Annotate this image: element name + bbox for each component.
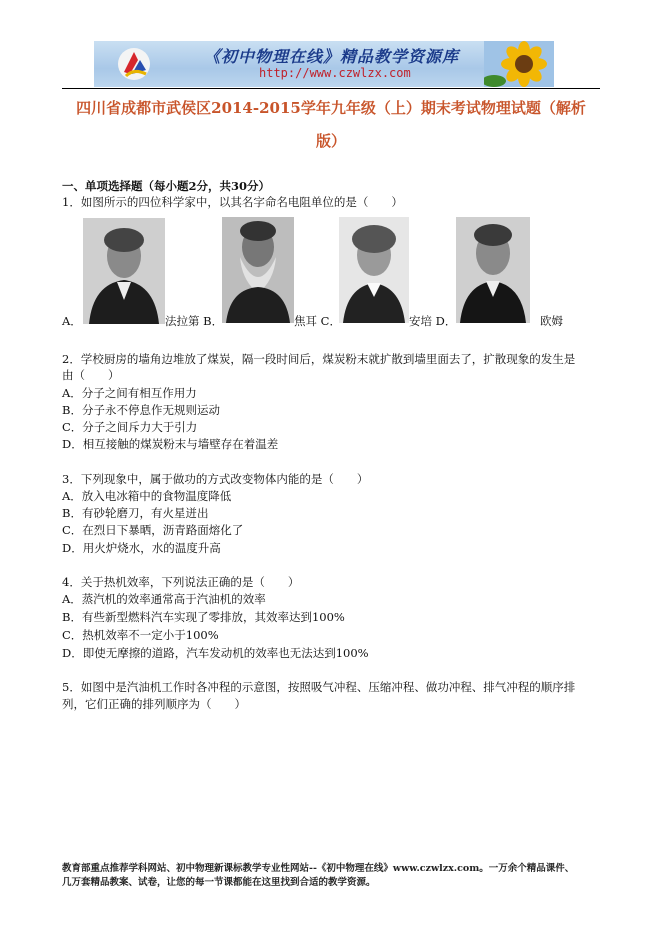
question-4-option-a: A．蒸汽机的效率通常高于汽油机的效率 (62, 592, 266, 606)
footer-line-1: 教育部重点推荐学科网站、初中物理新课标教学专业性网站--《初中物理在线》www.czwlzx.com。一万余个精品课件、 (62, 863, 575, 874)
document-title-line-2: 版） (315, 132, 346, 150)
question-4-option-c: C．热机效率不一定小于100% (62, 628, 219, 642)
question-2-option-d: D．相互接触的煤炭粉末与墙壁存在着温差 (62, 437, 279, 451)
question-4-option-d: D．即使无摩擦的道路，汽车发动机的效率也无法达到100% (62, 646, 369, 660)
sunflower-icon (484, 41, 554, 87)
question-3-option-d: D．用火炉烧水，水的温度升高 (62, 541, 221, 555)
question-3-option-c: C．在烈日下暴晒，沥青路面熔化了 (62, 523, 244, 537)
question-4-option-b: B．有些新型燃料汽车实现了零排放，其效率达到100% (62, 610, 345, 624)
portrait-ohm (456, 217, 530, 323)
portrait-faraday (83, 218, 165, 324)
question-3-option-b: B．有砂轮磨刀，有火星迸出 (62, 506, 209, 520)
question-2-option-a: A．分子之间有相互作用力 (62, 386, 197, 400)
header-divider (62, 88, 600, 89)
portrait-joule (222, 217, 294, 323)
banner-url[interactable]: http://www.czwlzx.com (259, 66, 411, 80)
banner-title: 《初中物理在线》精品教学资源库 (204, 47, 460, 66)
question-1-option-a: A． (62, 314, 82, 328)
question-5-stem-line-2: 列，它们正确的排列顺序为（ ） (62, 697, 246, 711)
question-1-option-d-name: 欧姆 (540, 314, 563, 328)
footer-line-2: 几万套精品教案、试卷，让您的每一节课都能在这里找到合适的教学资源。 (62, 877, 376, 888)
question-1-stem: 1．如图所示的四位科学家中，以其名字命名电阻单位的是（ ） (62, 195, 403, 209)
header-banner (94, 41, 554, 87)
site-logo-icon (116, 46, 152, 82)
section-heading: 一、单项选择题（每小题2分，共30分） (62, 179, 271, 193)
portrait-ampere (339, 217, 409, 323)
question-4-stem: 4．关于热机效率，下列说法正确的是（ ） (62, 575, 300, 589)
question-2-option-b: B．分子永不停息作无规则运动 (62, 403, 220, 417)
question-3-stem: 3．下列现象中，属于做功的方式改变物体内能的是（ ） (62, 472, 369, 486)
question-2-stem-line-1: 2．学校厨房的墙角边堆放了煤炭，隔一段时间后，煤炭粉末就扩散到墙里面去了，扩散现象的发生是 (62, 352, 576, 366)
question-1-option-b: 法拉第 B． (165, 314, 224, 328)
question-1-option-c: 焦耳 C． (294, 314, 341, 328)
question-1-option-d: 安培 D． (409, 314, 457, 328)
question-2-option-c: C．分子之间斥力大于引力 (62, 420, 198, 434)
question-2-stem-line-2: 由（ ） (62, 368, 120, 382)
question-5-stem-line-1: 5．如图中是汽油机工作时各冲程的示意图，按照吸气冲程、压缩冲程、做功冲程、排气冲程的顺序排 (62, 680, 576, 694)
question-3-option-a: A．放入电冰箱中的食物温度降低 (62, 489, 232, 503)
document-title-line-1: 四川省成都市武侯区2014-2015学年九年级（上）期末考试物理试题（解析 (76, 99, 586, 117)
